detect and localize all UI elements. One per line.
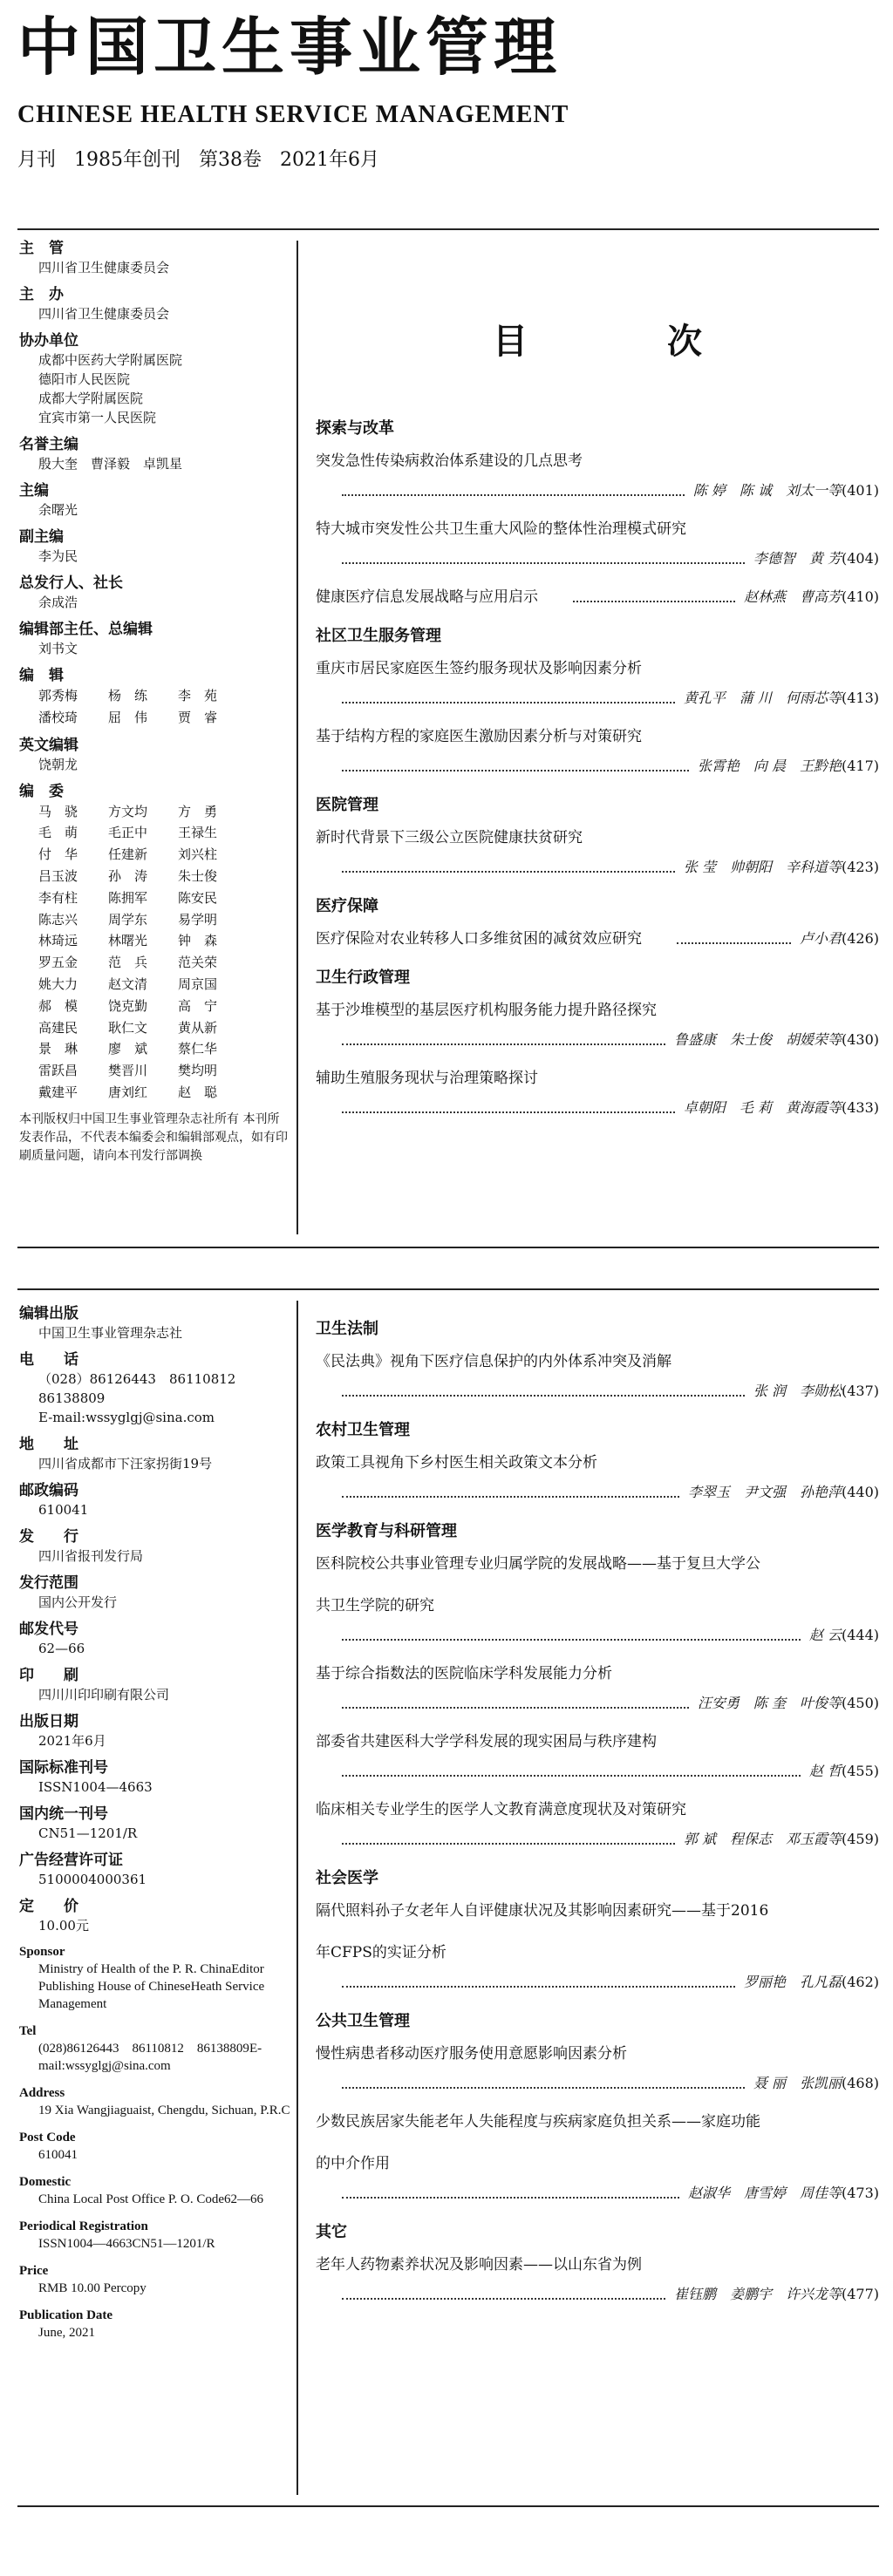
value-office-director: 刘书文	[38, 641, 78, 656]
info-value: CN51—1201/R	[38, 1825, 138, 1841]
article-authors: 李翠玉 尹文强 孙艳萍	[687, 1484, 842, 1500]
article-title	[316, 658, 879, 679]
board-member-name: 任建新	[108, 846, 148, 863]
co-organizer: 成都中医药大学附属医院	[38, 352, 183, 368]
article-title	[316, 1900, 879, 1963]
divider-top-end	[17, 1247, 879, 1248]
editors-grid	[19, 685, 291, 729]
board-member-name: 林琦远	[38, 933, 78, 949]
leader-dots	[342, 2087, 745, 2089]
copyright-note: 本刊版权归中国卫生事业管理杂志社所有 本刊所发表作品，不代表本编委会和编辑部观点，如有印刷质量问题，请向本刊发行部调换	[19, 1111, 288, 1163]
article-page: (430)	[841, 1031, 879, 1048]
info-value: June, 2021	[38, 2326, 95, 2340]
board-member-name: 戴建平	[38, 1084, 78, 1100]
leader-dots	[342, 702, 675, 703]
article-authors: 卢小君	[799, 930, 842, 947]
article-page: (417)	[841, 758, 879, 774]
article-page: (468)	[841, 2075, 879, 2091]
info-value: 5100004000361	[38, 1872, 147, 1887]
table-of-contents-top	[316, 228, 879, 1136]
toc-category: 其它	[316, 2223, 347, 2241]
info-value	[19, 2102, 291, 2119]
info-value: ISSN1004—4663	[38, 1779, 153, 1795]
article-title	[316, 2254, 879, 2275]
board-member-name: 范关荣	[178, 955, 218, 971]
divider-bottom	[17, 1288, 879, 1290]
leader-dots	[342, 1986, 735, 1988]
info-value	[19, 1370, 291, 1427]
info-label: 地 址	[19, 1436, 78, 1453]
article-authors: 赵林燕 曹高芳	[743, 588, 842, 605]
info-label: 发行范围	[19, 1574, 78, 1592]
label-xieban: 协办单位	[19, 332, 78, 350]
board-member-name: 饶克勤	[108, 997, 148, 1014]
board-member-name: 郝 模	[38, 997, 78, 1014]
leader-dots	[342, 2298, 665, 2300]
info-label: 邮发代号	[19, 1621, 78, 1638]
article-title-line: 部委省共建医科大学学科发展的现实困局与秩序建构	[316, 1733, 657, 1750]
info-value: 610041	[38, 1502, 89, 1518]
co-organizer: 成都大学附属医院	[38, 391, 144, 406]
board-member-name: 周学东	[108, 911, 148, 928]
article-title-line: 突发急性传染病救治体系建设的几点思考	[316, 452, 583, 470]
editor-name: 潘校琦	[38, 709, 78, 725]
info-line: R.C	[269, 2104, 290, 2117]
article-title-line: 共卫生学院的研究	[316, 1597, 434, 1614]
info-line: E-mail:wssyglgj@sina.com	[38, 1410, 215, 1425]
article-byline	[316, 1381, 879, 1402]
value-publisher-president: 余成浩	[38, 595, 78, 610]
board-member-name: 李有柱	[38, 889, 78, 906]
article-byline	[316, 2284, 879, 2305]
info-label: 定 价	[19, 1898, 78, 1915]
label-editor-in-chief: 主编	[19, 482, 49, 500]
article-authors: 张 莹 帅朝阳 辛科道等	[683, 859, 842, 875]
article-page: (459)	[841, 1831, 879, 1847]
info-line: Heath Service Management	[38, 1980, 265, 2011]
article-title	[316, 519, 879, 540]
info-line: （028）86126443 86110812 86138809	[38, 1371, 249, 1406]
toc-heading: 目 次	[493, 322, 754, 362]
article-title	[316, 2111, 879, 2174]
article-title-line: 辅助生殖服务现状与治理策略探讨	[316, 1070, 538, 1087]
article-page: (426)	[841, 930, 879, 947]
article-byline	[316, 2073, 879, 2094]
article-byline	[316, 480, 879, 501]
editor-name: 贾 睿	[178, 709, 218, 725]
article-title-line: 医疗保险对农业转移人口多维贫困的减贫效应研究	[316, 930, 642, 948]
article-authors: 赵 云	[808, 1627, 842, 1643]
toc-category: 社区卫生服务管理	[316, 627, 441, 645]
article-page: (410)	[841, 588, 879, 605]
leader-dots	[573, 601, 735, 602]
article-page: (413)	[841, 690, 879, 706]
article-authors: 张霄艳 向 晨 王黔艳	[697, 758, 842, 774]
article-page: (450)	[841, 1695, 879, 1711]
article-byline	[316, 1829, 879, 1850]
info-label: 印 刷	[19, 1667, 78, 1684]
board-member-name: 周京国	[178, 975, 218, 992]
article-page: (401)	[841, 482, 879, 499]
board-member-name: 唐刘红	[108, 1084, 148, 1100]
article-title-line: 慢性病患者移动医疗服务使用意愿影响因素分析	[316, 2045, 627, 2063]
info-line: 19 Xia Wangjiaguaist, Chengdu, Sichuan, P.	[38, 2104, 269, 2117]
article-title	[316, 1663, 879, 1684]
toc-category: 医院管理	[316, 796, 378, 814]
article-title-line: 医科院校公共事业管理专业归属学院的发展战略——基于复旦大学公	[316, 1555, 760, 1573]
info-label: 发 行	[19, 1528, 78, 1546]
board-member-name: 樊晋川	[108, 1063, 148, 1079]
article-title	[316, 1452, 879, 1473]
article-page: (433)	[841, 1099, 879, 1116]
article-page: (455)	[841, 1763, 879, 1779]
info-value: 国内公开发行	[38, 1594, 118, 1610]
board-member-name: 孙 涛	[108, 867, 148, 884]
info-value	[19, 1961, 291, 2013]
article-authors: 聂 丽 张凯丽	[753, 2075, 842, 2091]
value-editor-in-chief: 余曙光	[38, 502, 78, 518]
article-title-line: 新时代背景下三级公立医院健康扶贫研究	[316, 829, 583, 846]
value-xieban	[19, 350, 291, 427]
info-label: Publication Date	[19, 2308, 113, 2322]
article-authors: 罗丽艳 孔凡磊	[743, 1974, 842, 1990]
article-byline	[316, 1693, 879, 1714]
toc-category: 卫生法制	[316, 1320, 378, 1338]
info-line: (028)86126443 86110812 86138809	[38, 2042, 249, 2056]
board-member-name: 高 宁	[178, 997, 218, 1014]
article-title-line: 少数民族居家失能老年人失能程度与疾病家庭负担关系——家庭功能	[316, 2113, 760, 2131]
info-label: 国内统一刊号	[19, 1805, 108, 1823]
article-title-line: 《民法典》视角下医疗信息保护的内外体系冲突及消解	[316, 1353, 671, 1370]
info-label: Periodical Registration	[19, 2219, 148, 2233]
article-byline	[316, 1972, 879, 1993]
board-member-name: 景 琳	[38, 1041, 78, 1057]
info-label: 国际标准刊号	[19, 1759, 108, 1777]
leader-dots	[342, 1043, 665, 1045]
article-title	[316, 1068, 879, 1089]
value-zhuguan: 四川省卫生健康委员会	[38, 260, 170, 275]
article-byline	[316, 548, 879, 569]
leader-dots	[342, 1496, 679, 1498]
publication-info	[19, 1304, 291, 2351]
article-authors: 赵淑华 唐雪婷 周佳等	[687, 2185, 842, 2201]
article-authors: 郭 斌 程保志 邓玉霞等	[683, 1831, 842, 1847]
value-honorary-editor: 殷大奎 曹泽毅 卓凯星	[38, 456, 183, 472]
info-value: 610041	[38, 2148, 78, 2162]
label-zhuguan: 主 管	[19, 240, 64, 257]
info-line: CN51—1201/R	[132, 2237, 215, 2251]
board-member-name: 马 骁	[38, 803, 78, 819]
info-line: China Local Post Office P. O. Code	[38, 2192, 225, 2206]
leader-dots	[342, 2197, 679, 2199]
article-byline	[316, 1098, 879, 1118]
info-label: Post Code	[19, 2131, 76, 2144]
info-line: 62—66	[224, 2192, 264, 2206]
board-member-name: 姚大力	[38, 975, 78, 992]
editorial-board	[19, 239, 291, 1166]
info-value: 四川省报刊发行局	[38, 1548, 144, 1564]
toc-section-top	[0, 228, 893, 1248]
board-member-name: 赵文清	[108, 975, 148, 992]
journal-title-cn: 中国卫生事业管理	[17, 10, 562, 84]
board-member-name: 廖 斌	[108, 1041, 148, 1057]
column-divider-top	[297, 241, 298, 1234]
toc-category: 公共卫生管理	[316, 2012, 410, 2030]
leader-dots	[342, 494, 685, 496]
editor-name: 杨 练	[108, 688, 148, 703]
board-member-name: 毛 萌	[38, 825, 78, 841]
article-title-line: 临床相关专业学生的医学人文教育满意度现状及对策研究	[316, 1801, 686, 1818]
info-value	[19, 2235, 291, 2253]
board-member-name: 吕玉波	[38, 867, 78, 884]
leader-dots	[342, 1707, 689, 1709]
article-title-line: 重庆市居民家庭医生签约服务现状及影响因素分析	[316, 660, 642, 677]
article-title	[316, 1351, 879, 1372]
toc-list	[316, 1318, 879, 2305]
board-member-name: 雷跃昌	[38, 1063, 78, 1079]
article-title-line: 老年人药物素养状况及影响因素——以山东省为例	[316, 2256, 642, 2274]
article-byline	[316, 857, 879, 878]
info-label: Tel	[19, 2024, 37, 2038]
board-member-name: 方 勇	[178, 803, 218, 819]
info-value: RMB 10.00 Percopy	[38, 2281, 147, 2295]
divider-bottom-end	[17, 2505, 879, 2507]
info-label: Price	[19, 2264, 49, 2278]
article-authors: 卓朝阳 毛 莉 黄海霞等	[683, 1099, 842, 1116]
board-member-name: 钟 森	[178, 933, 218, 949]
info-value: 2021年6月	[38, 1733, 106, 1749]
leader-dots	[342, 1775, 801, 1777]
board-member-name: 樊均明	[178, 1063, 218, 1079]
toc-list	[316, 418, 879, 1118]
board-member-name: 罗五金	[38, 955, 78, 971]
label-english-editor: 英文编辑	[19, 736, 78, 754]
article-title	[316, 1731, 879, 1752]
info-line: ISSN1004—4663	[38, 2237, 133, 2251]
article-page: (477)	[841, 2286, 879, 2302]
label-office-director: 编辑部主任、总编辑	[19, 621, 153, 638]
article-title	[316, 827, 879, 848]
toc-category: 农村卫生管理	[316, 1421, 410, 1439]
leader-dots	[342, 770, 689, 771]
article-title-line: 特大城市突发性公共卫生重大风险的整体性治理模式研究	[316, 520, 686, 538]
co-organizer: 德阳市人民医院	[38, 371, 131, 387]
table-of-contents-bottom	[316, 1306, 879, 2322]
info-value: 四川省成都市下汪家拐街19号	[38, 1456, 213, 1472]
article-title-line: 年CFPS的实证分析	[316, 1944, 446, 1961]
article-byline	[651, 928, 879, 949]
toc-category: 探索与改革	[316, 419, 394, 438]
toc-category: 卫生行政管理	[316, 969, 410, 987]
article-title-line: 基于综合指数法的医院临床学科发展能力分析	[316, 1665, 612, 1682]
masthead	[17, 10, 876, 172]
info-value	[19, 2191, 291, 2208]
info-value: 62—66	[38, 1641, 85, 1656]
article-authors: 陈 婷 陈 诚 刘太一等	[692, 482, 842, 499]
board-member-name: 朱士俊	[178, 867, 218, 884]
info-value: 中国卫生事业管理杂志社	[38, 1325, 183, 1341]
label-board-members: 编 委	[19, 782, 64, 800]
article-authors: 张 润 李勋松	[753, 1383, 842, 1399]
article-authors: 崔钰鹏 姜鹏宇 许兴龙等	[673, 2286, 842, 2302]
board-member-name: 王禄生	[178, 825, 218, 841]
article-title-line: 基于结构方程的家庭医生激励因素分析与对策研究	[316, 728, 642, 745]
article-byline	[547, 587, 879, 608]
journal-title-en: CHINESE HEALTH SERVICE MANAGEMENT	[17, 101, 569, 128]
info-label: Domestic	[19, 2175, 72, 2189]
article-authors: 黄孔平 蒲 川 何雨芯等	[683, 690, 842, 706]
info-label: 电 话	[19, 1351, 78, 1369]
board-member-name: 耿仁文	[108, 1019, 148, 1036]
article-title-line: 政策工具视角下乡村医生相关政策文本分析	[316, 1454, 597, 1472]
value-deputy-editor: 李为民	[38, 548, 78, 564]
article-page: (437)	[841, 1383, 879, 1399]
article-authors: 鲁盛康 朱士俊 胡媛荣等	[673, 1031, 842, 1048]
article-byline	[316, 756, 879, 777]
info-value: 10.00元	[38, 1918, 89, 1934]
board-member-name: 陈安民	[178, 889, 218, 906]
info-label: 编辑出版	[19, 1305, 78, 1322]
editor-name: 郭秀梅	[38, 688, 78, 703]
article-page: (423)	[841, 859, 879, 875]
board-member-name: 高建民	[38, 1019, 78, 1036]
toc-category: 社会医学	[316, 1869, 378, 1887]
leader-dots	[342, 1111, 675, 1113]
leader-dots	[342, 871, 675, 873]
board-member-name: 毛正中	[108, 825, 148, 841]
label-publisher-president: 总发行人、社长	[19, 574, 123, 592]
info-line: Editor Publishing House of Chinese	[38, 1962, 264, 1994]
leader-dots	[342, 1395, 745, 1397]
article-page: (473)	[841, 2185, 879, 2201]
issue-info: 月刊 1985年创刊 第38卷 2021年6月	[17, 149, 379, 171]
leader-dots	[677, 942, 791, 944]
info-line: Ministry of Health of the P. R. China	[38, 1962, 232, 1976]
label-editors: 编 辑	[19, 667, 64, 684]
board-member-name: 赵 聪	[178, 1084, 218, 1100]
article-page: (444)	[841, 1627, 879, 1643]
article-authors: 汪安勇 陈 奎 叶俊等	[697, 1695, 842, 1711]
info-label: 广告经营许可证	[19, 1852, 123, 1869]
info-value: 四川川印印刷有限公司	[38, 1687, 170, 1703]
info-value	[19, 2040, 291, 2075]
co-organizer: 宜宾市第一人民医院	[38, 410, 157, 425]
article-authors: 李德智 黄 芳	[753, 550, 842, 567]
toc-category: 医学教育与科研管理	[316, 1522, 457, 1540]
leader-dots	[342, 1639, 801, 1641]
article-title-line: 健康医疗信息发展战略与应用启示	[316, 588, 538, 606]
article-title-line: 基于沙堆模型的基层医疗机构服务能力提升路径探究	[316, 1002, 657, 1019]
article-title	[316, 726, 879, 747]
info-label: Address	[19, 2086, 65, 2100]
article-page: (462)	[841, 1974, 879, 1990]
board-member-name: 刘兴柱	[178, 846, 218, 863]
board-member-name: 陈拥军	[108, 889, 148, 906]
article-title	[316, 451, 879, 472]
leader-dots	[342, 562, 745, 564]
article-byline	[316, 688, 879, 709]
article-byline	[316, 1030, 879, 1050]
info-line: E-mail:wssyglgj@sina.com	[38, 2042, 262, 2073]
article-title	[316, 1799, 879, 1820]
value-english-editor: 饶朝龙	[38, 756, 78, 772]
label-zhuban: 主 办	[19, 286, 64, 303]
article-page: (440)	[841, 1484, 879, 1500]
article-byline	[316, 1625, 879, 1646]
board-member-name: 陈志兴	[38, 911, 78, 928]
info-label: 邮政编码	[19, 1482, 78, 1499]
article-byline	[316, 1482, 879, 1503]
article-title	[316, 1000, 879, 1021]
info-label: 出版日期	[19, 1713, 78, 1730]
article-byline	[316, 1761, 879, 1782]
board-member-name: 易学明	[178, 911, 218, 928]
article-byline	[316, 2183, 879, 2204]
article-title	[316, 1553, 879, 1616]
article-page: (404)	[841, 550, 879, 567]
board-member-name: 方文均	[108, 803, 148, 819]
toc-category: 医疗保障	[316, 897, 378, 915]
board-member-name: 蔡仁华	[178, 1041, 218, 1057]
article-title-line: 隔代照料孙子女老年人自评健康状况及其影响因素研究——基于2016	[316, 1902, 769, 1920]
board-member-name: 林曙光	[108, 933, 148, 949]
board-member-name: 付 华	[38, 846, 78, 863]
info-label: Sponsor	[19, 1945, 65, 1959]
article-authors: 赵 哲	[808, 1763, 842, 1779]
column-divider-bottom	[297, 1301, 298, 2495]
label-honorary-editor: 名誉主编	[19, 436, 78, 453]
toc-section-bottom	[0, 1288, 893, 2509]
board-members-grid	[19, 801, 291, 1104]
board-member-name: 黄从新	[178, 1019, 218, 1036]
label-deputy-editor: 副主编	[19, 528, 64, 546]
leader-dots	[342, 1843, 675, 1845]
article-title-line: 的中介作用	[316, 2155, 390, 2172]
value-zhuban: 四川省卫生健康委员会	[38, 306, 170, 322]
editor-name: 李 苑	[178, 688, 218, 703]
board-member-name: 范 兵	[108, 955, 148, 971]
article-title	[316, 2043, 879, 2064]
editor-name: 屈 伟	[108, 709, 148, 725]
